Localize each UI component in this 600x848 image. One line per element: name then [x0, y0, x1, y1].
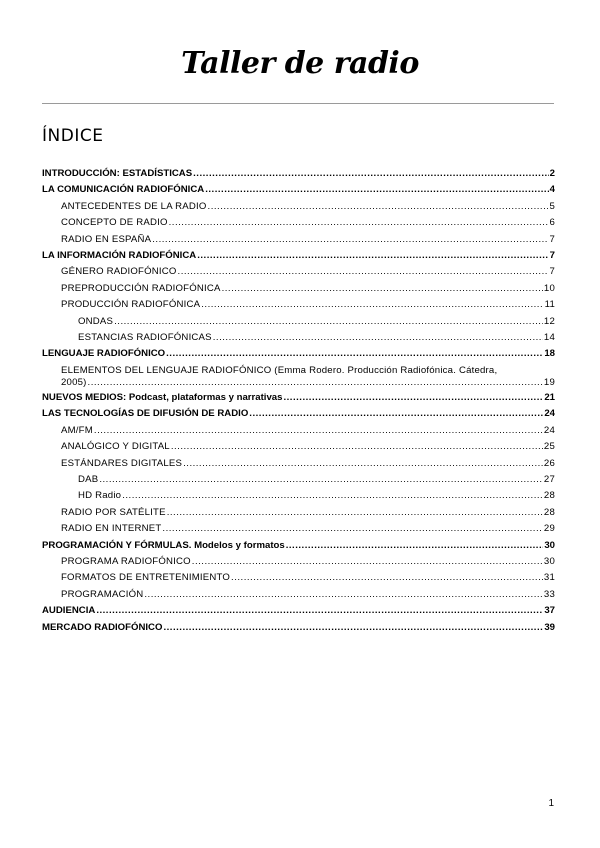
toc-entry[interactable] [42, 603, 555, 619]
toc-leader [171, 439, 543, 455]
toc-entry[interactable] [42, 199, 555, 215]
toc-entry[interactable] [42, 456, 555, 472]
toc-entry-title: ESTANCIAS RADIOFÓNICAS [78, 332, 212, 344]
toc-heading: ÍNDICE [42, 126, 104, 146]
document-title: Taller de radio [181, 46, 419, 81]
toc-entry[interactable] [42, 281, 555, 297]
toc-entry-title: LA COMUNICACIÓN RADIOFÓNICA [42, 184, 205, 196]
toc-entry-page: 7 [549, 233, 555, 245]
toc-entry-page: 29 [543, 523, 555, 535]
toc-entry-page: 5 [549, 200, 555, 212]
toc-entry-title: PROGRAMACIÓN [61, 588, 144, 600]
toc-entry[interactable] [42, 215, 555, 231]
toc-entry-title: ANTECEDENTES DE LA RADIO [61, 200, 207, 212]
toc-entry[interactable] [42, 538, 555, 554]
toc-entry[interactable] [42, 297, 555, 313]
toc-entry-page: 19 [543, 376, 555, 388]
toc-entry-page: 11 [544, 299, 555, 311]
toc-leader [166, 346, 543, 362]
toc-entry-title: PROGRAMACIÓN Y FÓRMULAS. Modelos y formatos [42, 539, 285, 551]
table-of-contents [42, 166, 555, 636]
toc-leader [249, 406, 543, 422]
toc-leader [193, 166, 549, 182]
toc-entry-title-continued: 2005) [61, 376, 87, 388]
toc-leader [88, 377, 543, 389]
toc-entry-page: 24 [544, 408, 555, 420]
toc-entry-page: 39 [544, 621, 555, 633]
toc-leader [286, 538, 544, 554]
toc-entry[interactable] [42, 570, 555, 586]
toc-entry-page: 2 [549, 168, 555, 179]
toc-leader [213, 330, 543, 346]
toc-entry-title: ESTÁNDARES DIGITALES [61, 457, 183, 469]
toc-entry[interactable] [42, 521, 555, 537]
toc-entry[interactable] [42, 166, 555, 182]
toc-leader [94, 423, 543, 439]
toc-entry-page: 31 [543, 572, 555, 584]
toc-entry-page: 26 [543, 457, 555, 469]
toc-entry-page: 14 [543, 332, 555, 344]
toc-entry[interactable] [42, 472, 555, 488]
toc-entry-title: PROGRAMA RADIOFÓNICO [61, 555, 191, 567]
toc-entry[interactable] [42, 620, 555, 636]
toc-entry-title: AUDIENCIA [42, 605, 96, 617]
toc-entry-title: ANALÓGICO Y DIGITAL [61, 441, 170, 453]
toc-leader [144, 587, 543, 603]
toc-entry[interactable] [42, 406, 555, 422]
toc-leader [222, 281, 543, 297]
toc-leader [152, 232, 548, 248]
toc-entry-page: 12 [543, 315, 555, 327]
toc-entry[interactable] [42, 423, 555, 439]
toc-leader [99, 472, 543, 488]
toc-entry-title: RADIO EN INTERNET [61, 523, 162, 535]
toc-entry-page: 28 [543, 490, 555, 502]
toc-leader [205, 182, 548, 198]
toc-entry-page: 6 [549, 217, 555, 229]
toc-entry[interactable] [42, 346, 555, 362]
toc-entry-page: 7 [549, 250, 555, 262]
toc-entry-title: ONDAS [78, 315, 114, 327]
toc-entry-title: PREPRODUCCIÓN RADIOFÓNICA [61, 282, 221, 294]
page-number: 1 [548, 798, 554, 809]
toc-entry[interactable] [42, 363, 555, 390]
toc-entry-title: FORMATOS DE ENTRETENIMIENTO [61, 572, 231, 584]
toc-entry-page: 18 [544, 348, 555, 360]
toc-entry-page: 4 [549, 184, 555, 196]
toc-entry-title: LAS TECNOLOGÍAS DE DIFUSIÓN DE RADIO [42, 408, 249, 420]
toc-entry-page: 27 [543, 473, 555, 485]
toc-entry-page: 30 [543, 555, 555, 567]
toc-entry-title: DAB [78, 473, 99, 485]
toc-leader [231, 570, 543, 586]
toc-entry[interactable] [42, 182, 555, 198]
toc-entry-title: NUEVOS MEDIOS: Podcast, plataformas y narrativas [42, 391, 283, 403]
toc-entry-page: 37 [544, 605, 555, 617]
toc-leader [283, 390, 543, 406]
toc-leader [183, 456, 543, 472]
toc-leader [96, 603, 543, 619]
toc-entry-title: LENGUAJE RADIOFÓNICO [42, 348, 166, 360]
toc-leader [192, 554, 543, 570]
toc-entry[interactable] [42, 587, 555, 603]
toc-entry[interactable] [42, 264, 555, 280]
toc-leader [169, 215, 549, 231]
title-divider [42, 103, 554, 104]
toc-entry[interactable] [42, 330, 555, 346]
toc-entry-page: 33 [543, 588, 555, 600]
toc-entry-page: 7 [549, 266, 555, 278]
toc-entry[interactable] [42, 439, 555, 455]
toc-entry[interactable] [42, 314, 555, 330]
toc-entry[interactable] [42, 554, 555, 570]
toc-entry-title: LA INFORMACIÓN RADIOFÓNICA [42, 250, 197, 262]
toc-leader [114, 314, 543, 330]
toc-leader [162, 521, 543, 537]
toc-entry-title: ELEMENTOS DEL LENGUAJE RADIOFÓNICO (Emma Rodero. Producción Radiofónica. Cátedra, [61, 364, 498, 376]
toc-entry-title: RADIO POR SATÉLITE [61, 506, 166, 518]
toc-entry-title: MERCADO RADIOFÓNICO [42, 621, 163, 633]
toc-leader [178, 264, 549, 280]
toc-leader [197, 248, 548, 264]
toc-entry-title: GÉNERO RADIOFÓNICO [61, 266, 177, 278]
toc-entry[interactable] [42, 248, 555, 264]
toc-entry[interactable] [42, 488, 555, 504]
toc-entry-title: AM/FM [61, 424, 93, 436]
toc-leader [208, 199, 549, 215]
toc-entry-title: HD Radio [78, 490, 122, 502]
toc-entry-title: PRODUCCIÓN RADIOFÓNICA [61, 299, 201, 311]
toc-entry-title: RADIO EN ESPAÑA [61, 233, 152, 245]
toc-entry-title: CONCEPTO DE RADIO [61, 217, 168, 229]
toc-entry-page: 28 [543, 506, 555, 518]
toc-entry-title: INTRODUCCIÓN: ESTADÍSTICAS [42, 168, 193, 179]
toc-leader [163, 620, 543, 636]
toc-entry-page: 10 [543, 282, 555, 294]
toc-leader [122, 488, 543, 504]
toc-entry-page: 25 [543, 441, 555, 453]
toc-entry[interactable] [42, 390, 555, 406]
toc-entry[interactable] [42, 505, 555, 521]
toc-leader [167, 505, 543, 521]
toc-entry-page: 30 [544, 539, 555, 551]
toc-entry-page: 21 [544, 391, 555, 403]
toc-leader [201, 297, 543, 313]
toc-entry[interactable] [42, 232, 555, 248]
toc-entry-page: 24 [543, 424, 555, 436]
